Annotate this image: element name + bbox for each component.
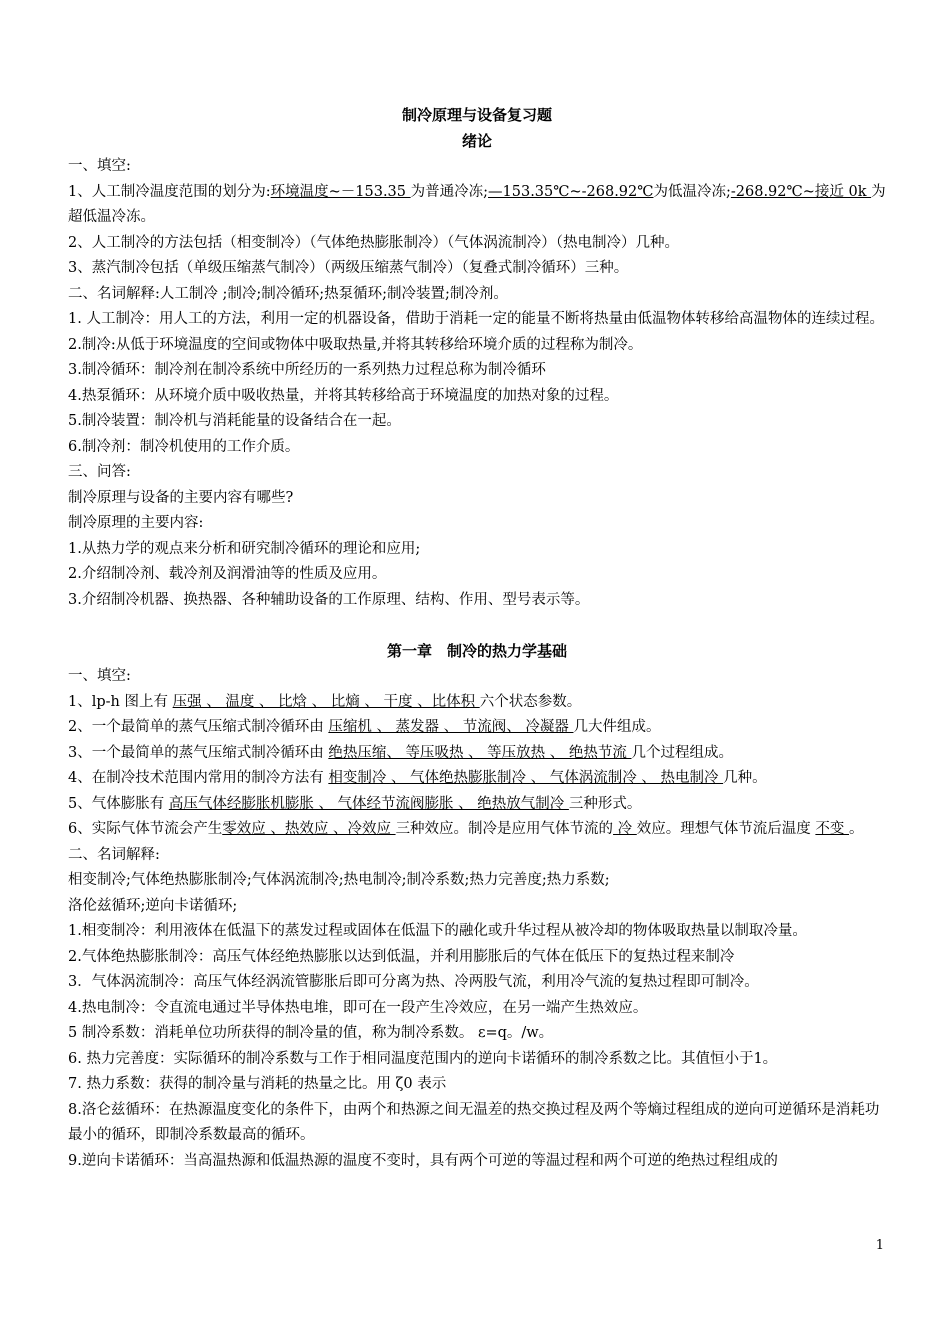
qa-question: 制冷原理与设备的主要内容有哪些? — [68, 489, 294, 506]
ch1-def-8: 8.洛仑兹循环：在热源温度变化的条件下，由两个和热源之间无温差的热交换过程及两个等熵过程组成的逆向可逆循环是消耗功最小的循环，即制冷系数最高的循环。 — [68, 1101, 880, 1143]
qa-heading: 三、问答: — [68, 464, 131, 480]
ch1-def-1: 1.相变制冷：利用液体在低温下的蒸发过程或固体在低温下的融化或升华过程从被冷却的物体吸取热量以制取冷量。 — [68, 923, 807, 939]
term-def-5: 5.制冷装置：制冷机与消耗能量的设备结合在一起。 — [68, 413, 401, 429]
term-def-3: 3.制冷循环：制冷剂在制冷系统中所经历的一系列热力过程总称为制冷循环 — [68, 362, 546, 378]
ch1-fill-3: 3、一个最简单的蒸气压缩式制冷循环由 绝热压缩、 等压吸热 、 等压放热 、 绝热节流 几个过程组成。 — [68, 744, 733, 761]
intro-q2: 2、人工制冷的方法包括（相变制冷）（气体绝热膨胀制冷）（气体涡流制冷）（热电制冷）几种。 — [68, 234, 679, 251]
page-content — [68, 102, 886, 1174]
ch1-terms-heading: 二、名词解释: — [68, 846, 160, 863]
ch1-def-2: 2.气体绝热膨胀制冷：高压气体经绝热膨胀以达到低温，并利用膨胀后的气体在低压下的复热过程来制冷 — [68, 948, 735, 965]
fill-heading: 一、填空: — [68, 158, 131, 174]
ch1-def-7: 7. 热力系数：获得的制冷量与消耗的热量之比。用 ζ0 表示 — [68, 1076, 447, 1092]
ch1-fill-2: 2、一个最简单的蒸气压缩式制冷循环由 压缩机 、 蒸发器 、 节流阀、 冷凝器 几大件组成。 — [68, 719, 661, 735]
ch1-fill-6: 6、实际气体节流会产生零效应 、热效应 、冷效应 三种效应。制冷是应用气体节流的 冷 效应。理想气体节流后温度 不变 。 — [68, 821, 864, 837]
section-heading-intro: 绪论 — [461, 132, 492, 150]
section-gap — [68, 613, 886, 638]
ch1-fill-1: 1、lp-h 图上有 压强 、 温度 、 比焓 、 比熵 、 干度 、比体积 六个状态参数。 — [68, 693, 582, 710]
terms-heading: 二、名词解释:人工制冷 ;制冷;制冷循环;热泵循环;制冷装置;制冷剂。 — [68, 285, 508, 302]
term-def-1: 1. 人工制冷：用人工的方法，利用一定的机器设备，借助于消耗一定的能量不断将热量由低温物体转移给高温物体的连续过程。 — [68, 311, 884, 327]
qa-answer-intro: 制冷原理的主要内容: — [68, 515, 204, 531]
page-number: 1 — [875, 1238, 884, 1253]
qa-answer-1: 1.从热力学的观点来分析和研究制冷循环的理论和应用; — [68, 540, 421, 557]
ch1-def-3: 3．气体涡流制冷：高压气体经涡流管膨胀后即可分离为热、冷两股气流，利用冷气流的复热过程即可制冷。 — [68, 974, 759, 990]
term-def-6: 6.制冷剂：制冷机使用的工作介质。 — [68, 438, 300, 455]
ch1-def-5: 5 制冷系数：消耗单位功所获得的制冷量的值，称为制冷系数。 ε=q。/w。 — [68, 1025, 554, 1041]
document-title: 制冷原理与设备复习题 — [401, 106, 552, 124]
ch1-def-4: 4.热电制冷：令直流电通过半导体热电堆，即可在一段产生冷效应，在另一端产生热效应。 — [68, 999, 648, 1016]
intro-q1: 1、人工制冷温度范围的划分为:环境温度~－153.35 为普通冷冻;—153.35℃~-268.92℃为低温冷冻;-268.92℃~接近 0k 为超低温冷冻。 — [68, 183, 886, 225]
ch1-fill-5: 5、气体膨胀有 高压气体经膨胀机膨胀 、 气体经节流阀膨胀 、 绝热放气制冷 三种形式。 — [68, 795, 642, 812]
ch1-fill-4: 4、在制冷技术范围内常用的制冷方法有 相变制冷 、 气体绝热膨胀制冷 、 气体涡流制冷 、 热电制冷 几种。 — [68, 770, 767, 786]
intro-q3: 3、蒸汽制冷包括（单级压缩蒸气制冷）（两级压缩蒸气制冷）（复叠式制冷循环）三种。 — [68, 260, 629, 276]
qa-answer-2: 2.介绍制冷剂、载冷剂及润滑油等的性质及应用。 — [68, 566, 387, 582]
term-def-4: 4.热泵循环：从环境介质中吸收热量，并将其转移给高于环境温度的加热对象的过程。 — [68, 387, 619, 404]
ch1-fill-heading: 一、填空: — [68, 668, 131, 684]
ch1-terms-list-1: 相变制冷;气体绝热膨胀制冷;气体涡流制冷;热电制冷;制冷系数;热力完善度;热力系数; — [68, 872, 610, 888]
ch1-def-9: 9.逆向卡诺循环：当高温热源和低温热源的温度不变时，具有两个可逆的等温过程和两个可逆的绝热过程组成的 — [68, 1152, 778, 1169]
ch1-def-6: 6. 热力完善度：实际循环的制冷系数与工作于相同温度范围内的逆向卡诺循环的制冷系数之比。其值恒小于1。 — [68, 1050, 778, 1067]
term-def-2: 2.制冷:从低于环境温度的空间或物体中吸取热量,并将其转移给环境介质的过程称为制冷。 — [68, 336, 643, 353]
chapter-heading: 第一章 制冷的热力学基础 — [386, 642, 567, 660]
ch1-terms-list-2: 洛伦兹循环;逆向卡诺循环; — [68, 897, 238, 914]
qa-answer-3: 3.介绍制冷机器、换热器、各种辅助设备的工作原理、结构、作用、型号表示等。 — [68, 591, 590, 608]
